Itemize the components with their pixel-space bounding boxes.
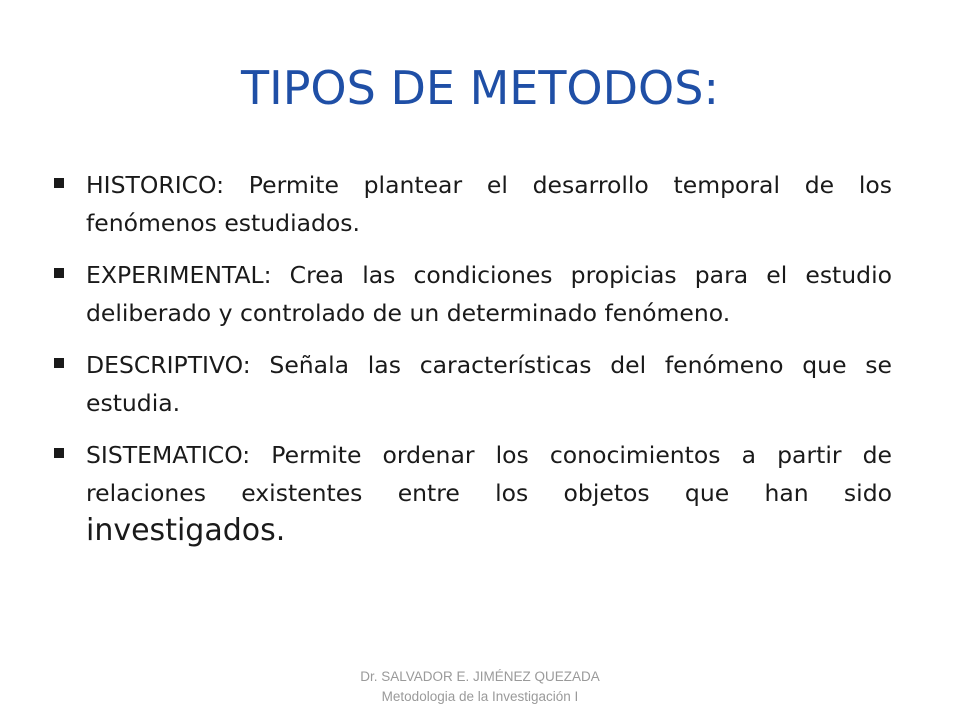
bullet-item-descriptivo (48, 346, 892, 422)
bullet-item-sistematico (48, 436, 892, 551)
square-bullet-icon (54, 178, 64, 188)
bullet-item-historico (48, 166, 892, 242)
bullet-text: HISTORICO: Permite plantear el desarrollo temporal de los fenómenos estudiados. (86, 171, 892, 237)
bullet-text-emphasis: investigados. (86, 513, 286, 548)
slide-title: TIPOS DE METODOS: (241, 61, 719, 115)
bullet-text: DESCRIPTIVO: Señala las características del fenómeno que se estudia. (86, 351, 892, 417)
bullet-list (48, 166, 892, 565)
square-bullet-icon (54, 448, 64, 458)
footer-author: Dr. SALVADOR E. JIMÉNEZ QUEZADA (360, 669, 600, 684)
bullet-text: EXPERIMENTAL: Crea las condiciones propicias para el estudio deliberado y controlado de un determinado fenómeno. (86, 261, 892, 327)
slide-footer (0, 667, 960, 707)
square-bullet-icon (54, 268, 64, 278)
bullet-text: SISTEMATICO: Permite ordenar los conocimientos a partir de relaciones existentes entre los objetos que han sido (86, 441, 892, 507)
bullet-item-experimental (48, 256, 892, 332)
square-bullet-icon (54, 358, 64, 368)
footer-course: Metodologia de la Investigación I (381, 689, 579, 704)
